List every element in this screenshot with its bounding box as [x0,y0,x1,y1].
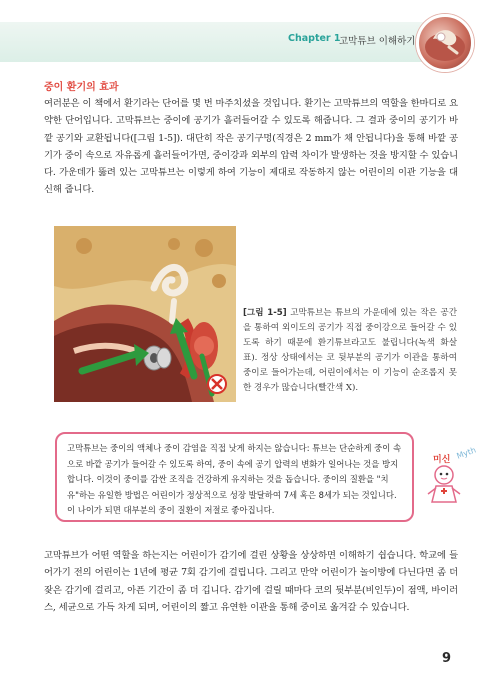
chapter-title: 고막튜브 이해하기 [339,36,416,47]
myth-callout-text: 고막튜브는 중이의 액체나 중이 감염을 직접 낫게 하지는 않습니다: 튜브는 단순하게 중이 속으로 바깥 공기가 들어갈 수 있도록 하여, 중이 속에 공기 압력의 변화가 일어나는 것을 방지합니다. 이것이 중이를 감싼 조직을 건강하게 유지하는 것을 돕습니다. 중이의 질환을 "치유"하는 유일한 방법은 어린이가 정상적으로 성장 발달하여 7세 혹은 8세가 되는 것입니다. 이 나이가 되면 대부분의 중이 질환이 저절로 좋아집니다. [67,443,402,515]
figure-caption-text: 고막튜브는 튜브의 가운데에 있는 작은 공간을 통하여 외이도의 공기가 직접 중이강으로 들어갈 수 있도록 하기 때문에 환기튜브라고도 불립니다(녹색 화살표). 정상 상태에서는 코 뒷부분의 공기가 이관을 통하여 중이로 들어가는데, 어린이에서는 이 기능이 순조롭지 못한 경우가 많습니다(빨간색 X). [243,308,457,393]
section-heading: 중이 환기의 효과 [44,82,119,93]
ear-anatomy-figure [54,226,236,402]
body-paragraph-1: 여러분은 이 책에서 환기라는 단어를 몇 번 마주치셨을 것입니다. 환기는 고막튜브의 역할을 한마디로 요약한 단어입니다. 고막튜브는 중이에 공기가 흘러들어갈 수 있도록 해줍니다. 그 결과 중이의 공기가 바깥 공기와 교환됩니다([그림 1-5]). 대단히 작은 공기구멍(직경은 2 mm가 채 안됩니다)을 통해 바깥 공기가 중이 속으로 자유롭게 흘러들어가면, 중이강과 외부의 압력 차이가 발생하는 것을 방지할 수 있습니다. 가운데가 뚫려 있는 고막튜브는 이렇게 하여 기능이 제대로 작동하지 않는 어린이의 이관 기능을 대신해 줍니다. [44,98,458,196]
chapter-badge-image [416,14,474,72]
myth-callout-box [55,432,414,522]
page-number: 9 [442,651,452,666]
myth-label-english: Myth [455,445,478,461]
chapter-label: Chapter 1 [288,33,341,44]
figure-caption-label: [그림 1-5] [243,308,287,318]
myth-label-korean: 미신 [433,455,451,465]
doctor-mascot-icon [424,462,464,506]
figure-caption [243,306,457,396]
body-paragraph-2: 고막튜브가 어떤 역할을 하는지는 어린이가 감기에 걸린 상황을 상상하면 이해하기 쉽습니다. 학교에 들어가기 전의 어린이는 1년에 평균 7회 감기에 걸립니다. 그리고 만약 어린이가 놀이방에 다닌다면 좀 더 잦은 감기에 걸리고, 아픈 기간이 좀 더 깁니다. 감기에 걸릴 때마다 코의 뒷부분(비인두)이 점액, 바이러스, 세균으로 가득 차게 되며, 어린이의 짧고 유연한 이관을 통해 중이로 옮겨갈 수 있습니다. [44,550,458,613]
